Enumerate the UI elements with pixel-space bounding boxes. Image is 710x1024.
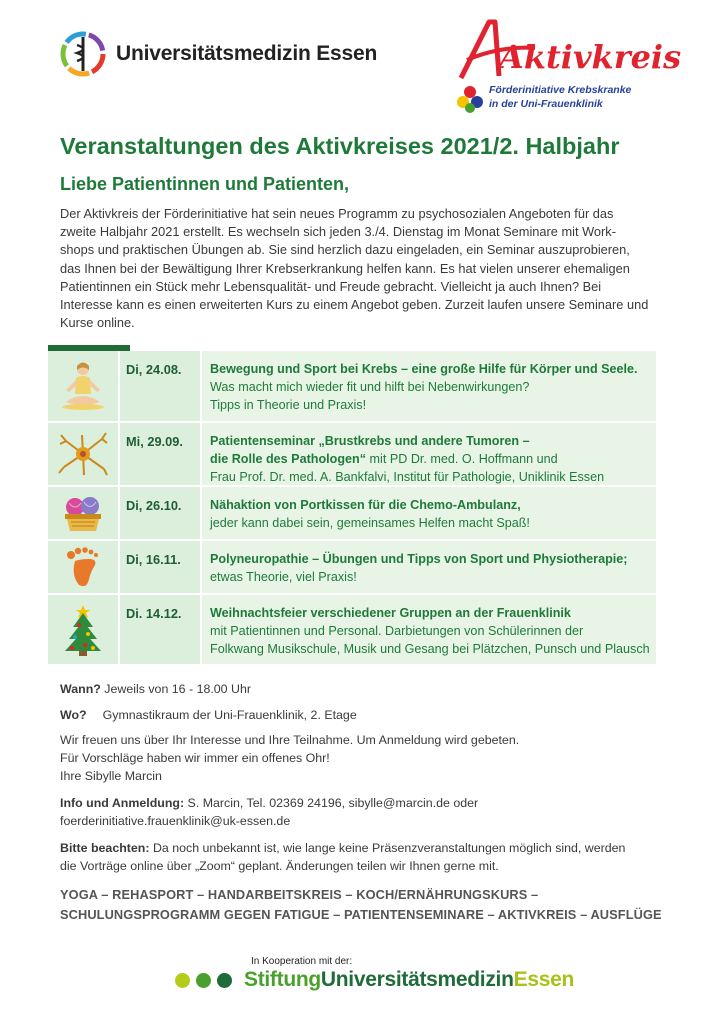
yarn-basket-icon bbox=[61, 493, 105, 533]
closing-line: Wir freuen uns über Ihr Interesse und Ihre Teilnahme. Um Anmeldung wird gebeten. bbox=[60, 733, 520, 747]
where-text: Gymnastikraum der Uni-Frauenklinik, 2. Etage bbox=[102, 708, 357, 722]
intro-line: das Ihnen bei der Bewältigung Ihrer Krebserkrankung helfen kann. Es hat vielen unserer ehemaligen bbox=[60, 260, 630, 276]
intro-line: zweite Halbjahr 2021 erstellt. Es wechseln sich jeden 3./4. Dienstag im Monat Seminare mit Work- bbox=[60, 224, 616, 240]
stiftung-part: Stiftung bbox=[244, 968, 321, 991]
page-title: Veranstaltungen des Aktivkreises 2021/2. Halbjahr bbox=[60, 133, 620, 159]
aktivkreis-dots-icon bbox=[455, 84, 485, 114]
where-info bbox=[60, 708, 357, 722]
topics-line: SCHULUNGSPROGRAMM GEGEN FATIGUE – PATIENTENSEMINARE – AKTIVKREIS – AUSFLÜGE bbox=[60, 907, 662, 922]
closing-line: Für Vorschläge haben wir immer ein offenes Ohr! bbox=[60, 751, 330, 765]
intro-line: Kurse online. bbox=[60, 315, 135, 331]
event-description-cell bbox=[202, 541, 656, 593]
event-title-cont: die Rolle des Pathologen“ bbox=[210, 452, 367, 466]
event-date-cell bbox=[120, 541, 200, 593]
event-title: Nähaktion von Portkissen für die Chemo-Ambulanz, bbox=[210, 498, 521, 512]
event-title: Bewegung und Sport bei Krebs – eine große Hilfe für Körper und Seele. bbox=[210, 362, 638, 376]
where-label: Wo? bbox=[60, 708, 87, 722]
aktivkreis-wordmark bbox=[455, 18, 682, 84]
event-date-cell bbox=[120, 423, 200, 485]
event-description-cell bbox=[202, 351, 656, 421]
event-title: Polyneuropathie – Übungen und Tipps von Sport und Physiotherapie; bbox=[210, 552, 628, 566]
stiftung-part: Essen bbox=[513, 968, 574, 991]
intro-line: Patientinnen ein Stück mehr Lebensqualität- und Freude gebracht. Vielleicht ja auch Ihnen? Bei bbox=[60, 278, 602, 294]
registration-label: Info und Anmeldung: bbox=[60, 796, 185, 810]
aktivkreis-word: Aktivkreis bbox=[499, 38, 682, 76]
intro-line: shops und praktischen Übungen ab. Sie sind herzlich dazu eingeladen, ein Seminar auszuprobieren, bbox=[60, 242, 630, 258]
aktivkreis-subtitle-2: in der Uni-Frauenklinik bbox=[489, 98, 603, 110]
event-row bbox=[48, 487, 656, 539]
stiftung-name bbox=[244, 968, 574, 992]
event-date-cell bbox=[120, 595, 200, 664]
event-date-cell bbox=[120, 351, 200, 421]
intro-line: Der Aktivkreis der Förderinitiative hat sein neues Programm zu psychosozialen Angeboten für das bbox=[60, 206, 614, 221]
university-name: Universitätsmedizin Essen bbox=[116, 42, 378, 65]
aktivkreis-subtitle-1: Förderinitiative Krebskranke bbox=[489, 84, 632, 96]
event-description-cell bbox=[202, 423, 656, 485]
event-line: Folkwang Musikschule, Musik und Gesang bei Plätzchen, Punsch und Plausch bbox=[210, 642, 650, 656]
event-date: Di, 26.10. bbox=[126, 498, 182, 513]
stiftung-logo bbox=[175, 968, 574, 992]
event-line: Frau Prof. Dr. med. A. Bankfalvi, Institut für Pathologie, Uniklinik Essen bbox=[210, 470, 605, 484]
cooperation-label: In Kooperation mit der: bbox=[251, 956, 353, 967]
event-line: Was macht mich wieder fit und hilft bei Nebenwirkungen? bbox=[210, 380, 530, 394]
when-label: Wann? bbox=[60, 682, 101, 696]
event-date: Mi, 29.09. bbox=[126, 434, 183, 449]
stiftung-dot-icon bbox=[196, 973, 211, 988]
stiftung-dot-icon bbox=[175, 973, 190, 988]
yoga-icon bbox=[60, 360, 106, 412]
event-icon-cell bbox=[48, 423, 118, 485]
notice-label: Bitte beachten: bbox=[60, 841, 150, 855]
event-row bbox=[48, 351, 656, 421]
registration-text: S. Marcin, Tel. 02369 24196, sibylle@marcin.de oder bbox=[184, 796, 479, 810]
event-date: Di, 24.08. bbox=[126, 362, 182, 377]
event-line: etwas Theorie, viel Praxis! bbox=[210, 570, 357, 584]
events-table bbox=[48, 351, 656, 664]
event-icon-cell bbox=[48, 351, 118, 421]
event-date: Di, 16.11. bbox=[126, 552, 181, 567]
foot-icon bbox=[65, 545, 101, 589]
university-logo bbox=[60, 26, 400, 82]
event-title: Weihnachtsfeier verschiedener Gruppen an der Frauenklinik bbox=[210, 606, 571, 620]
event-row bbox=[48, 595, 656, 664]
event-line: Tipps in Theorie und Praxis! bbox=[210, 398, 367, 412]
university-emblem-icon bbox=[60, 31, 106, 77]
notice-line: die Vorträge online über „Zoom“ geplant. Änderungen teilen wir Ihnen gerne mit. bbox=[60, 859, 499, 873]
event-icon-cell bbox=[48, 541, 118, 593]
stiftung-dot-icon bbox=[217, 973, 232, 988]
neuron-icon bbox=[58, 431, 108, 477]
when-text: Jeweils von 16 - 18.00 Uhr bbox=[100, 682, 251, 696]
greeting-heading: Liebe Patientinnen und Patienten, bbox=[60, 174, 350, 194]
intro-paragraph bbox=[60, 205, 660, 332]
topics-line: YOGA – REHASPORT – HANDARBEITSKREIS – KOCH/ERNÄHRUNGSKURS – bbox=[60, 887, 539, 902]
event-title: Patientenseminar „Brustkrebs und andere Tumoren – bbox=[210, 434, 530, 448]
signature-line: Ihre Sibylle Marcin bbox=[60, 769, 162, 783]
event-line: jeder kann dabei sein, gemeinsames Helfen macht Spaß! bbox=[210, 516, 530, 530]
event-date-cell bbox=[120, 487, 200, 539]
event-icon-cell bbox=[48, 595, 118, 664]
aktivkreis-logo bbox=[455, 18, 682, 118]
intro-line: Interesse kann es einen erweiterten Kurs zu einem Angebot geben. Zurzeit laufen unsere Seminare und bbox=[60, 297, 649, 313]
topics-list bbox=[60, 885, 662, 925]
notice-text: Da noch unbekannt ist, wie lange keine Präsenzveranstaltungen möglich sind, werden bbox=[149, 841, 626, 855]
event-icon-cell bbox=[48, 487, 118, 539]
event-line-2 bbox=[210, 452, 558, 466]
event-line: mit Patientinnen und Personal. Darbietungen von Schülerinnen der bbox=[210, 624, 584, 638]
event-row bbox=[48, 423, 656, 485]
event-description-cell bbox=[202, 595, 656, 664]
event-speaker: mit PD Dr. med. O. Hoffmann und bbox=[366, 452, 558, 466]
christmas-tree-icon bbox=[63, 603, 103, 657]
when-info bbox=[60, 682, 251, 696]
registration-info bbox=[60, 796, 478, 810]
event-description-cell bbox=[202, 487, 656, 539]
notice-info bbox=[60, 841, 625, 855]
stiftung-part: Universitätsmedizin bbox=[320, 968, 514, 991]
event-date: Di. 14.12. bbox=[126, 606, 182, 621]
registration-email[interactable]: foerderinitiative.frauenklinik@uk-essen.de bbox=[60, 814, 291, 828]
event-row bbox=[48, 541, 656, 593]
